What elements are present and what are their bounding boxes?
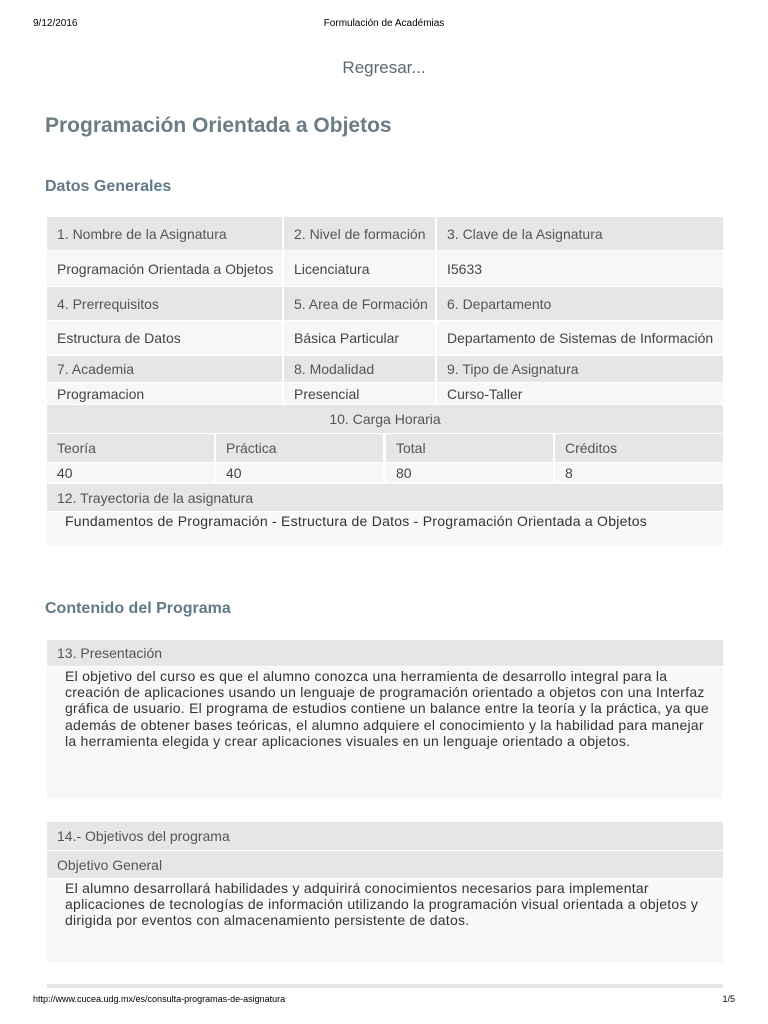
carga-value-creditos: 8 [555,463,723,483]
value-academia: Programacion [47,383,282,404]
carga-value-practica: 40 [216,463,383,483]
value-trayectoria: Fundamentos de Programación - Estructura de Datos - Programación Orientada a Objetos [47,512,723,546]
value-area: Básica Particular [284,321,435,355]
label-tipo: 9. Tipo de Asignatura [437,356,723,382]
carga-header-creditos: Créditos [555,434,723,462]
section-heading-datos-generales: Datos Generales [45,178,172,195]
label-carga-horaria: 10. Carga Horaria [47,405,723,433]
label-area: 5. Area de Formación [284,287,435,320]
objetivo-general-text: El alumno desarrollará habilidades y adquirirá conocimientos necesarios para implementar aplicaciones de tecnologías de información utilizando la programación visual orientada a objetos y dirigida por eventos con almacenamiento persistente de datos. [47,879,723,963]
carga-header-practica: Práctica [216,434,383,462]
page-title: Programación Orientada a Objetos [45,114,392,137]
label-objetivo-general: Objetivo General [47,851,723,878]
back-link[interactable]: Regresar... [342,58,426,77]
print-footer [0,994,768,1008]
value-nombre: Programación Orientada a Objetos [47,251,282,286]
print-header [0,18,768,32]
table-continuation-strip [47,984,723,988]
value-departamento: Departamento de Sistemas de Información [437,321,723,355]
label-academia: 7. Academia [47,356,282,382]
print-url: http://www.cucea.udg.mx/es/consulta-programas-de-asignatura [33,994,286,1004]
label-objetivos: 14.- Objetivos del programa [47,822,723,850]
label-clave: 3. Clave de la Asignatura [437,217,723,250]
label-nombre: 1. Nombre de la Asignatura [47,217,282,250]
page-number: 1/5 [722,994,735,1004]
value-modalidad: Presencial [284,383,435,404]
section-heading-contenido: Contenido del Programa [45,600,231,617]
label-presentacion: 13. Presentación [47,640,723,666]
label-prerrequisitos: 4. Prerrequisitos [47,287,282,320]
carga-value-total: 80 [386,463,553,483]
label-departamento: 6. Departamento [437,287,723,320]
print-date: 9/12/2016 [33,18,78,29]
label-modalidad: 8. Modalidad [284,356,435,382]
value-prerrequisitos: Estructura de Datos [47,321,282,355]
value-tipo: Curso-Taller [437,383,723,404]
label-nivel: 2. Nivel de formación [284,217,435,250]
carga-header-total: Total [386,434,553,462]
value-nivel: Licenciatura [284,251,435,286]
presentacion-text: El objetivo del curso es que el alumno conozca una herramienta de desarrollo integral para la creación de aplicaciones usando un lenguaje de programación orientado a objetos con una Interfaz gráfica de usuario. El programa de estudios contiene un balance entre la teoría y la práctica, ya que además de obtener bases teóricas, el alumno adquiere el conocimiento y la habilidad para manejar la herramienta elegida y crear aplicaciones visuales en un lenguaje orientado a objetos. [47,667,723,799]
carga-header-teoria: Teoría [47,434,214,462]
carga-value-teoria: 40 [47,463,214,483]
label-trayectoria: 12. Trayectoria de la asignatura [47,484,723,511]
print-title: Formulación de Académias [323,18,445,29]
value-clave: I5633 [437,251,723,286]
